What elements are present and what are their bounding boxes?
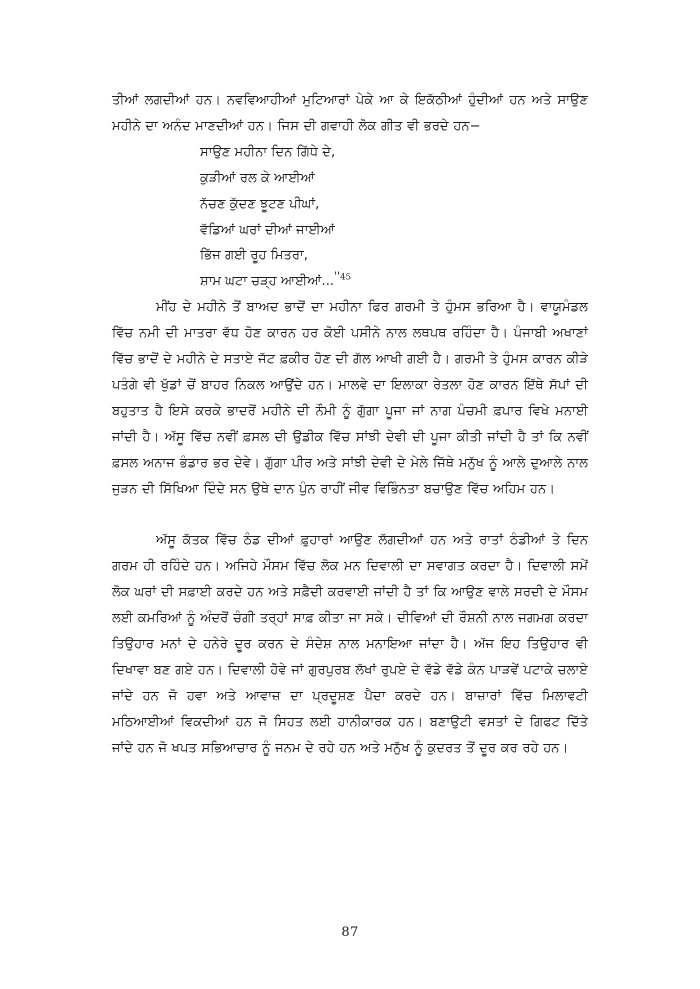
verse-line: ਭਿੱਜ ਗਈ ਰੂਹ ਮਿਤਰਾ,: [200, 248, 308, 264]
footnote-reference: 45: [340, 272, 352, 283]
verse-line: ਵੱਡਿਆਂ ਘਰਾਂ ਦੀਆਂ ਜਾਈਆਂ: [200, 222, 335, 238]
verse-line-last: [112, 269, 588, 295]
verse-line: ਸਾਉਣ ਮਹੀਨਾ ਦਿਨ ਗਿੱਧੇ ਦੇ,: [200, 144, 336, 160]
verse-block: [112, 140, 588, 295]
paragraph-three: ਅੱਸੂ ਕੱਤਕ ਵਿੱਚ ਠੰਡ ਦੀਆਂ ਫ਼ੁਹਾਰਾਂ ਆਉਣ ਲੱਗਦੀਆਂ ਹਨ ਅਤੇ ਰਾਤਾਂ ਠੰਡੀਆਂ ਤੇ ਦਿਨ ਗਰਮ ਹੀ ਰਹਿੰਦੇ ਹਨ। ਅਜਿਹੇ ਮੌਸਮ ਵਿੱਚ ਲੋਕ ਮਨ ਦਿਵਾਲੀ ਦਾ ਸਵਾਗਤ ਕਰਦਾ ਹੈ। ਦਿਵਾਲੀ ਸਮੇਂ ਲੋਕ ਘਰਾਂ ਦੀ ਸਫ਼ਾਈ ਕਰਦੇ ਹਨ ਅਤੇ ਸਫ਼ੈਦੀ ਕਰਵਾਈ ਜਾਂਦੀ ਹੈ ਤਾਂ ਕਿ ਆਉਣ ਵਾਲੇ ਸਰਦੀ ਦੇ ਮੌਸਮ ਲਈ ਕਮਰਿਆਂ ਨੂੰ ਅੰਦਰੋਂ ਚੰਗੀ ਤਰ੍ਹਾਂ ਸਾਫ਼ ਕੀਤਾ ਜਾ ਸਕੇ। ਦੀਵਿਆਂ ਦੀ ਰੌਸ਼ਨੀ ਨਾਲ ਜਗਮਗ ਕਰਦਾ ਤਿਉਹਾਰ ਮਨਾਂ ਦੇ ਹਨੇਰੇ ਦੂਰ ਕਰਨ ਦੇ ਸੰਦੇਸ਼ ਨਾਲ ਮਨਾਇਆ ਜਾਂਦਾ ਹੈ। ਅੱਜ ਇਹ ਤਿਉਹਾਰ ਵੀ ਦਿਖਾਵਾ ਬਣ ਗਏ ਹਨ। ਦਿਵਾਲੀ ਹੋਵੇ ਜਾਂ ਗੁਰਪੁਰਬ ਲੱਖਾਂ ਰੁਪਏ ਦੇ ਵੱਡੇ ਵੱਡੇ ਕੰਨ ਪਾੜਵੇਂ ਪਟਾਕੇ ਚਲਾਏ ਜਾਂਦੇ ਹਨ ਜੋ ਹਵਾ ਅਤੇ ਆਵਾਜ਼ ਦਾ ਪ੍ਰਦੂਸ਼ਣ ਪੈਦਾ ਕਰਦੇ ਹਨ। ਬਾਜ਼ਾਰਾਂ ਵਿੱਚ ਮਿਲਾਵਟੀ ਮਠਿਆਈਆਂ ਵਿਕਦੀਆਂ ਹਨ ਜੋ ਸਿਹਤ ਲਈ ਹਾਨੀਕਾਰਕ ਹਨ। ਬਣਾਉਟੀ ਵਸਤਾਂ ਦੇ ਗਿਫਟ ਦਿੱਤੇ ਜਾਂਦੇ ਹਨ ਜੋ ਖਪਤ ਸਭਿਆਚਾਰ ਨੂੰ ਜਨਮ ਦੇ ਰਹੇ ਹਨ ਅਤੇ ਮਨੁੱਖ ਨੂੰ ਕੁਦਰਤ ਤੋਂ ਦੂਰ ਕਰ ਰਹੇ ਹਨ।: [112, 533, 588, 756]
paragraph-continuation: ਤੀਆਂ ਲਗਦੀਆਂ ਹਨ। ਨਵਵਿਆਹੀਆਂ ਮੁਟਿਆਰਾਂ ਪੇਕੇ ਆ ਕੇ ਇਕੱਠੀਆਂ ਹੁੰਦੀਆਂ ਹਨ ਅਤੇ ਸਾਉਣ ਮਹੀਨੇ ਦਾ ਅਨੰਦ ਮਾਣਦੀਆਂ ਹਨ। ਜਿਸ ਦੀ ਗਵਾਹੀ ਲੋਕ ਗੀਤ ਵੀ ਭਰਦੇ ਹਨ−: [112, 93, 588, 134]
text-column: [112, 88, 588, 762]
verse-line-text: ਸ਼ਾਮ ਘਟਾ ਚੜ੍ਹ ਆਈਆਂ...: [200, 274, 335, 290]
verse-line: ਨੱਚਣ ਕੁੱਦਣ ਝੂਟਣ ਪੀਘਾਂ,: [200, 196, 320, 212]
paragraph-two: ਮੀਂਹ ਦੇ ਮਹੀਨੇ ਤੋਂ ਬਾਅਦ ਭਾਦੋਂ ਦਾ ਮਹੀਨਾ ਫਿਰ ਗਰਮੀ ਤੇ ਹੁੰਮਸ ਭਰਿਆ ਹੈ। ਵਾਯੂਮੰਡਲ ਵਿੱਚ ਨਮੀ ਦੀ ਮਾਤਰਾ ਵੱਧ ਹੋਣ ਕਾਰਨ ਹਰ ਕੋਈ ਪਸੀਨੇ ਨਾਲ ਲਥਪਥ ਰਹਿੰਦਾ ਹੈ। ਪੰਜਾਬੀ ਅਖਾਣਾਂ ਵਿੱਚ ਭਾਦੋਂ ਦੇ ਮਹੀਨੇ ਦੇ ਸਤਾਏ ਜੱਟ ਫ਼ਕੀਰ ਹੋਣ ਦੀ ਗੱਲ ਆਖੀ ਗਈ ਹੈ। ਗਰਮੀ ਤੇ ਹੁੰਮਸ ਕਾਰਨ ਕੀੜੇ ਪਤੰਗੇ ਵੀ ਖੁੱਡਾਂ ਚੋਂ ਬਾਹਰ ਨਿਕਲ ਆਉਂਦੇ ਹਨ। ਮਾਲਵੇ ਦਾ ਇਲਾਕਾ ਰੇਤਲਾ ਹੋਣ ਕਾਰਨ ਇੱਥੇ ਸੱਪਾਂ ਦੀ ਬਹੁਤਾਤ ਹੈ ਇਸੇ ਕਰਕੇ ਭਾਦਰੋਂ ਮਹੀਨੇ ਦੀ ਨੌਮੀ ਨੂੰ ਗੁੱਗਾ ਪੂਜਾ ਜਾਂ ਨਾਗ ਪੰਚਮੀ ਫ਼ਪਾਰ ਵਿਖੇ ਮਨਾਈ ਜਾਂਦੀ ਹੈ। ਅੱਸੂ ਵਿੱਚ ਨਵੀਂ ਫ਼ਸਲ ਦੀ ਉਡੀਕ ਵਿੱਚ ਸਾਂਝੀ ਦੇਵੀ ਦੀ ਪੂਜਾ ਕੀਤੀ ਜਾਂਦੀ ਹੈ ਤਾਂ ਕਿ ਨਵੀਂ ਫ਼ਸਲ ਅਨਾਜ ਭੰਡਾਰ ਭਰ ਦੇਵੇ। ਗੁੱਗਾ ਪੀਰ ਅਤੇ ਸਾਂਝੀ ਦੇਵੀ ਦੇ ਮੇਲੇ ਜਿੱਥੇ ਮਨੁੱਖ ਨੂੰ ਆਲੇ ਦੁਆਲੇ ਨਾਲ ਜੁੜਨ ਦੀ ਸਿੱਖਿਆ ਦਿੰਦੇ ਸਨ ਉਥੇ ਦਾਨ ਪੁੰਨ ਰਾਹੀਂ ਜੀਵ ਵਿਭਿੰਨਤਾ ਬਚਾਉਣ ਵਿੱਚ ਅਹਿਮ ਹਨ।: [112, 300, 588, 497]
verse-line: ਕੁੜੀਆਂ ਰਲ ਕੇ ਆਈਆਂ: [200, 170, 315, 186]
closing-quote: '': [334, 269, 341, 283]
paragraph-spacer: [112, 503, 588, 529]
page-number: 87: [341, 925, 359, 940]
